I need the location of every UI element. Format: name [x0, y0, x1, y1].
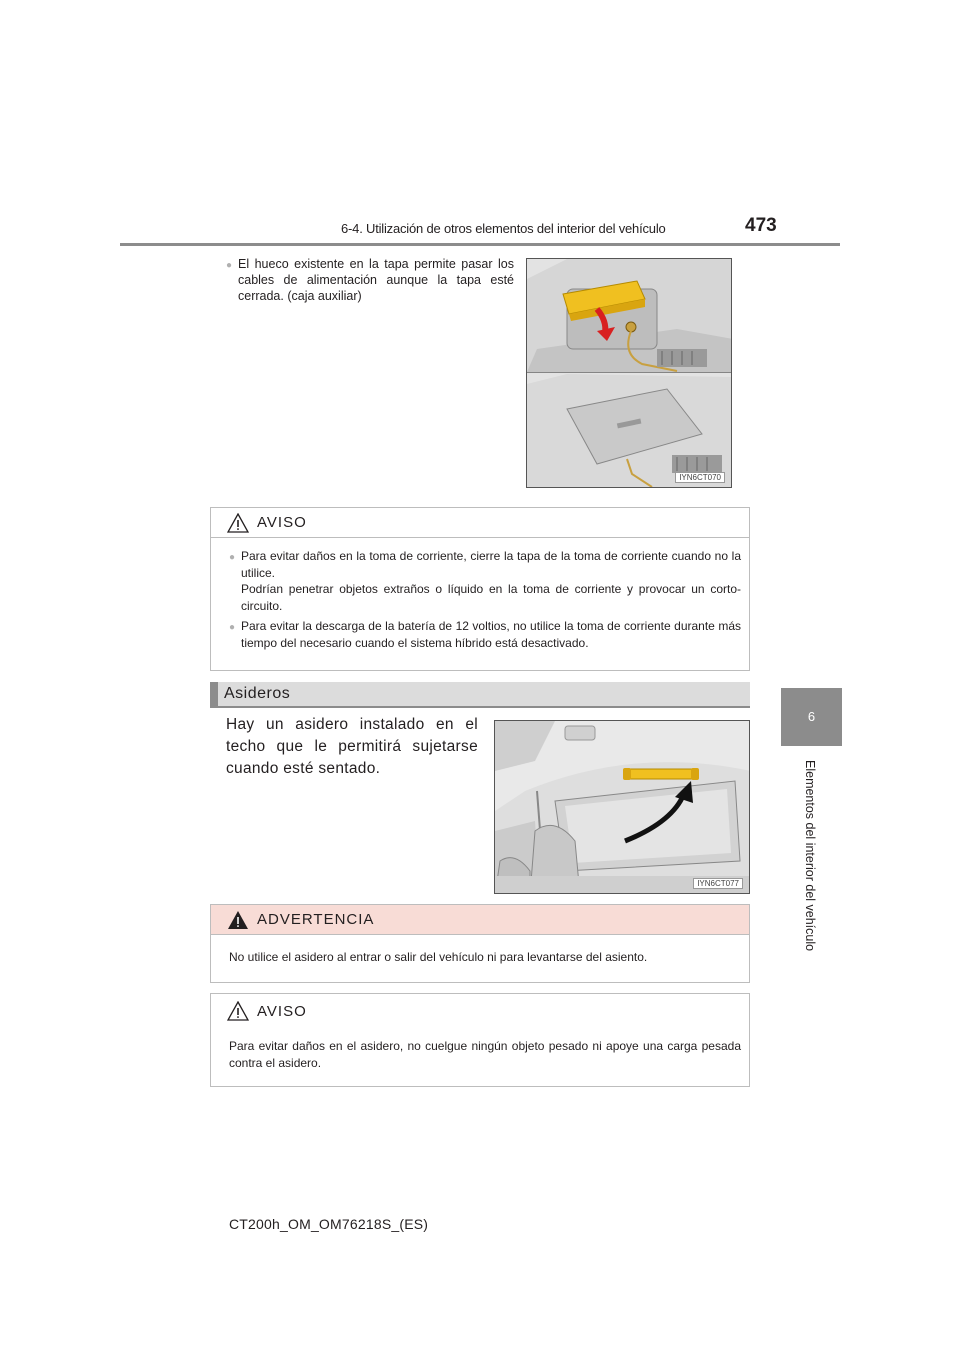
caution-triangle-icon	[227, 1001, 249, 1021]
notice-item	[229, 548, 741, 614]
warning-body: No utilice el asidero al entrar o salir del vehículo ni para levantarse del asiento.	[229, 950, 648, 964]
notice-title: AVISO	[257, 1002, 307, 1020]
notice-item-text: Para evitar la descarga de la batería de 12 voltios, no utilice la toma de corriente durante más tiempo del necesario cuando el sistema híbrido está desactivado.	[241, 619, 741, 650]
running-header: 6-4. Utilización de otros elementos del interior del vehículo	[341, 221, 666, 236]
intro-bullet	[226, 256, 514, 304]
figure-code: IYN6CT070	[675, 472, 725, 483]
figure-code: IYN6CT077	[693, 878, 743, 889]
section-heading	[210, 682, 750, 708]
caution-triangle-icon	[227, 513, 249, 533]
warning-title: ADVERTENCIA	[257, 911, 375, 928]
notice-title: AVISO	[257, 514, 307, 531]
assist-grip-drawing	[495, 721, 750, 894]
section-title: Asideros	[224, 685, 291, 702]
bullet-icon: ●	[226, 260, 233, 271]
assist-grip-illustration	[494, 720, 750, 894]
console-box-illustration	[526, 258, 732, 488]
notice-item	[229, 618, 741, 651]
notice-body: Para evitar daños en el asidero, no cuelgue ningún objeto pesado ni apoye una carga pesada contra el asidero.	[229, 1039, 741, 1070]
doc-code: CT200h_OM_OM76218S_(ES)	[229, 1216, 429, 1232]
asideros-paragraph: Hay un asidero instalado en el techo que le permitirá sujetarse cuando esté sentado.	[226, 716, 478, 777]
notice-body	[211, 538, 749, 663]
notice-box	[210, 507, 750, 671]
notice-title-bar	[211, 996, 749, 1026]
notice-box	[210, 993, 750, 1087]
page-number: 473	[745, 215, 777, 236]
intro-bullet-text: El hueco existente en la tapa permite pasar los cables de alimentación aunque la tapa esté cerrada. (caja auxiliar)	[238, 257, 514, 303]
notice-item-text: Podrían penetrar objetos extraños o líquido en la toma de corriente y provocar un corto-circuito.	[241, 582, 741, 613]
warning-triangle-icon	[227, 910, 249, 930]
bullet-icon: ●	[229, 622, 236, 633]
warning-title-bar	[211, 905, 749, 935]
notice-title-bar	[211, 508, 749, 538]
notice-item-text: Para evitar daños en la toma de corriente, cierre la tapa de la toma de corriente cuando no la utilice.	[241, 549, 741, 580]
chapter-tab-title: Elementos del interior del vehículo	[803, 760, 817, 952]
header-rule	[120, 243, 840, 246]
warning-box	[210, 904, 750, 983]
console-box-drawing	[527, 259, 732, 488]
bullet-icon: ●	[229, 552, 236, 563]
chapter-tab-number: 6	[781, 688, 842, 746]
